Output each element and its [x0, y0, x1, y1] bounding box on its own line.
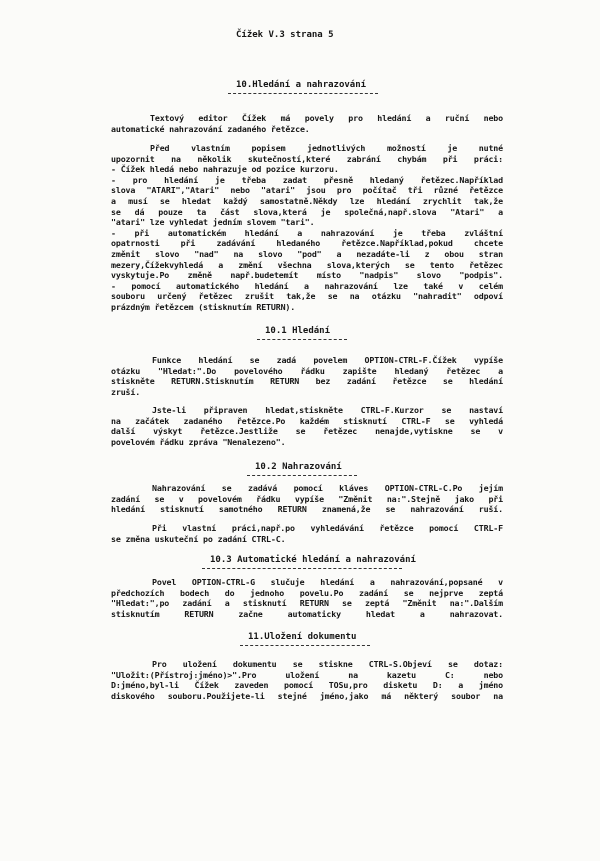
- text-line: opatrnosti při zadávání hledaného řetězce.Například,pokud chcete: [111, 238, 503, 249]
- text-line: - při automatickém hledání a nahrazování je třeba zvláštní: [111, 227, 503, 238]
- text-line: mezery,Čížekvyhledá a změní všechna slova,kterých se tento řetězec: [111, 259, 503, 270]
- text-line: Povel OPTION-CTRL-G slučuje hledání a nahrazování,popsané v: [152, 577, 503, 587]
- text-line: prázdným řetězcem (stisknutím RETURN).: [111, 302, 296, 312]
- section-title: 10.2 Nahrazování: [255, 462, 342, 472]
- text-line: a musí se hledat každý samostatně.Někdy lze hledání zrychlit tak,že: [111, 196, 503, 206]
- text-line: se dá pouze ta část slova,která je společná,např.slova "Atari" a: [111, 206, 503, 217]
- text-line: stisknutím RETURN začne automaticky hledat a nahrazovat.: [111, 608, 503, 619]
- text-line: souboru určený řetězec zrušit tak,že se na otázku "nahradit" odpoví: [111, 291, 503, 302]
- text-line: další výskyt řetězce.Jestliže se řetězec nenajde,vytiskne se v: [111, 426, 503, 437]
- text-line: předchozích bodech do jednoho povelu.Po zadání se nejprve zeptá: [111, 587, 503, 598]
- section-title: 10.Hledání a nahrazování: [236, 80, 367, 90]
- title-underline: [240, 645, 370, 646]
- text-line: zadání se v povelovém řádku vypíše "Změnit na:".Stejně jako při: [111, 493, 503, 504]
- text-line: - pomocí automatického hledání a nahrazování lze také v celém: [111, 280, 503, 291]
- text-line: Funkce hledání se zadá povelem OPTION-CTRL-F.Čížek vypíše: [152, 355, 503, 365]
- text-line: povelovém řádku zpráva "Nenalezeno".: [111, 436, 286, 447]
- text-line: diskového souboru.Použijete-li stejné jméno,jako má některý soubor na: [111, 690, 503, 701]
- text-line: - Čížek hledá nebo nahrazuje od pozice kurzoru.: [111, 164, 339, 175]
- text-line: D:jméno,byl-li Čížek zaveden pomocí TOSu,pro disketu D: a jméno: [111, 680, 503, 691]
- text-line: Textový editor Čížek má povely pro hledání a ruční nebo: [150, 113, 503, 123]
- text-line: Při vlastní práci,např.po vyhledávání řetězce pomocí CTRL-F: [152, 523, 503, 533]
- text-line: "atari" lze vyhledat jedním slovem "tari".: [111, 217, 315, 228]
- text-line: Nahrazování se zadává pomocí kláves OPTION-CTRL-C.Po jejím: [152, 483, 503, 493]
- text-line: automatické nahrazování zadaného řetězce.: [111, 123, 310, 134]
- text-line: "Uložit:(Přístroj:jméno)>".Pro uložení na kazetu C: nebo: [111, 669, 503, 680]
- title-underline: [257, 339, 347, 340]
- section-title: 10.3 Automatické hledání a nahrazování: [210, 555, 416, 565]
- text-line: Pro uložení dokumentu se stiskne CTRL-S.Objeví se dotaz:: [152, 659, 503, 669]
- text-line: změnit slovo "nad" na slovo "pod" a nezadáte-li z obou stran: [111, 249, 503, 259]
- page-header: Čížek V.3 strana 5: [236, 30, 334, 40]
- title-underline: [202, 568, 402, 569]
- section-title: 11.Uložení dokumentu: [248, 632, 357, 642]
- text-line: stiskněte RETURN.Stisknutím RETURN bez zadání řetězce se hledání: [111, 376, 503, 387]
- text-line: se změna uskuteční po zadání CTRL-C.: [111, 533, 286, 544]
- section-title: 10.1 Hledání: [265, 326, 331, 336]
- text-line: zruší.: [111, 386, 141, 397]
- text-line: slova "ATARI","Atari" nebo "atari" jsou pro počítač tři různé řetězce: [111, 185, 503, 196]
- text-line: upozornit na několik skutečností,které zabrání chybám při práci:: [111, 153, 503, 164]
- text-line: - pro hledání je třeba zadat přesně hledaný řetězec.Například: [111, 174, 503, 185]
- title-underline: [228, 93, 378, 94]
- title-underline: [247, 475, 357, 476]
- text-line: na začátek zadaného řetězce.Po každém stisknutí CTRL-F se vyhledá: [111, 415, 503, 426]
- text-line: Jste-li připraven hledat,stiskněte CTRL-F.Kurzor se nastaví: [152, 405, 503, 415]
- text-line: Před vlastním popisem jednotlivých možností je nutné: [150, 143, 503, 153]
- text-line: vyskytuje.Po změně např.budetemít místo "nadpis" slovo "podpis".: [111, 270, 503, 281]
- text-line: "Hledat:",po zadání a stisknutí RETURN se zeptá "Změnit na:".Dalším: [111, 598, 503, 609]
- text-line: hledání stisknutí samotného RETURN znamená,že se nahrazování ruší.: [111, 504, 503, 515]
- text-line: otázku "Hledat:".Do povelového řádku zapište hledaný řetězec a: [111, 365, 503, 376]
